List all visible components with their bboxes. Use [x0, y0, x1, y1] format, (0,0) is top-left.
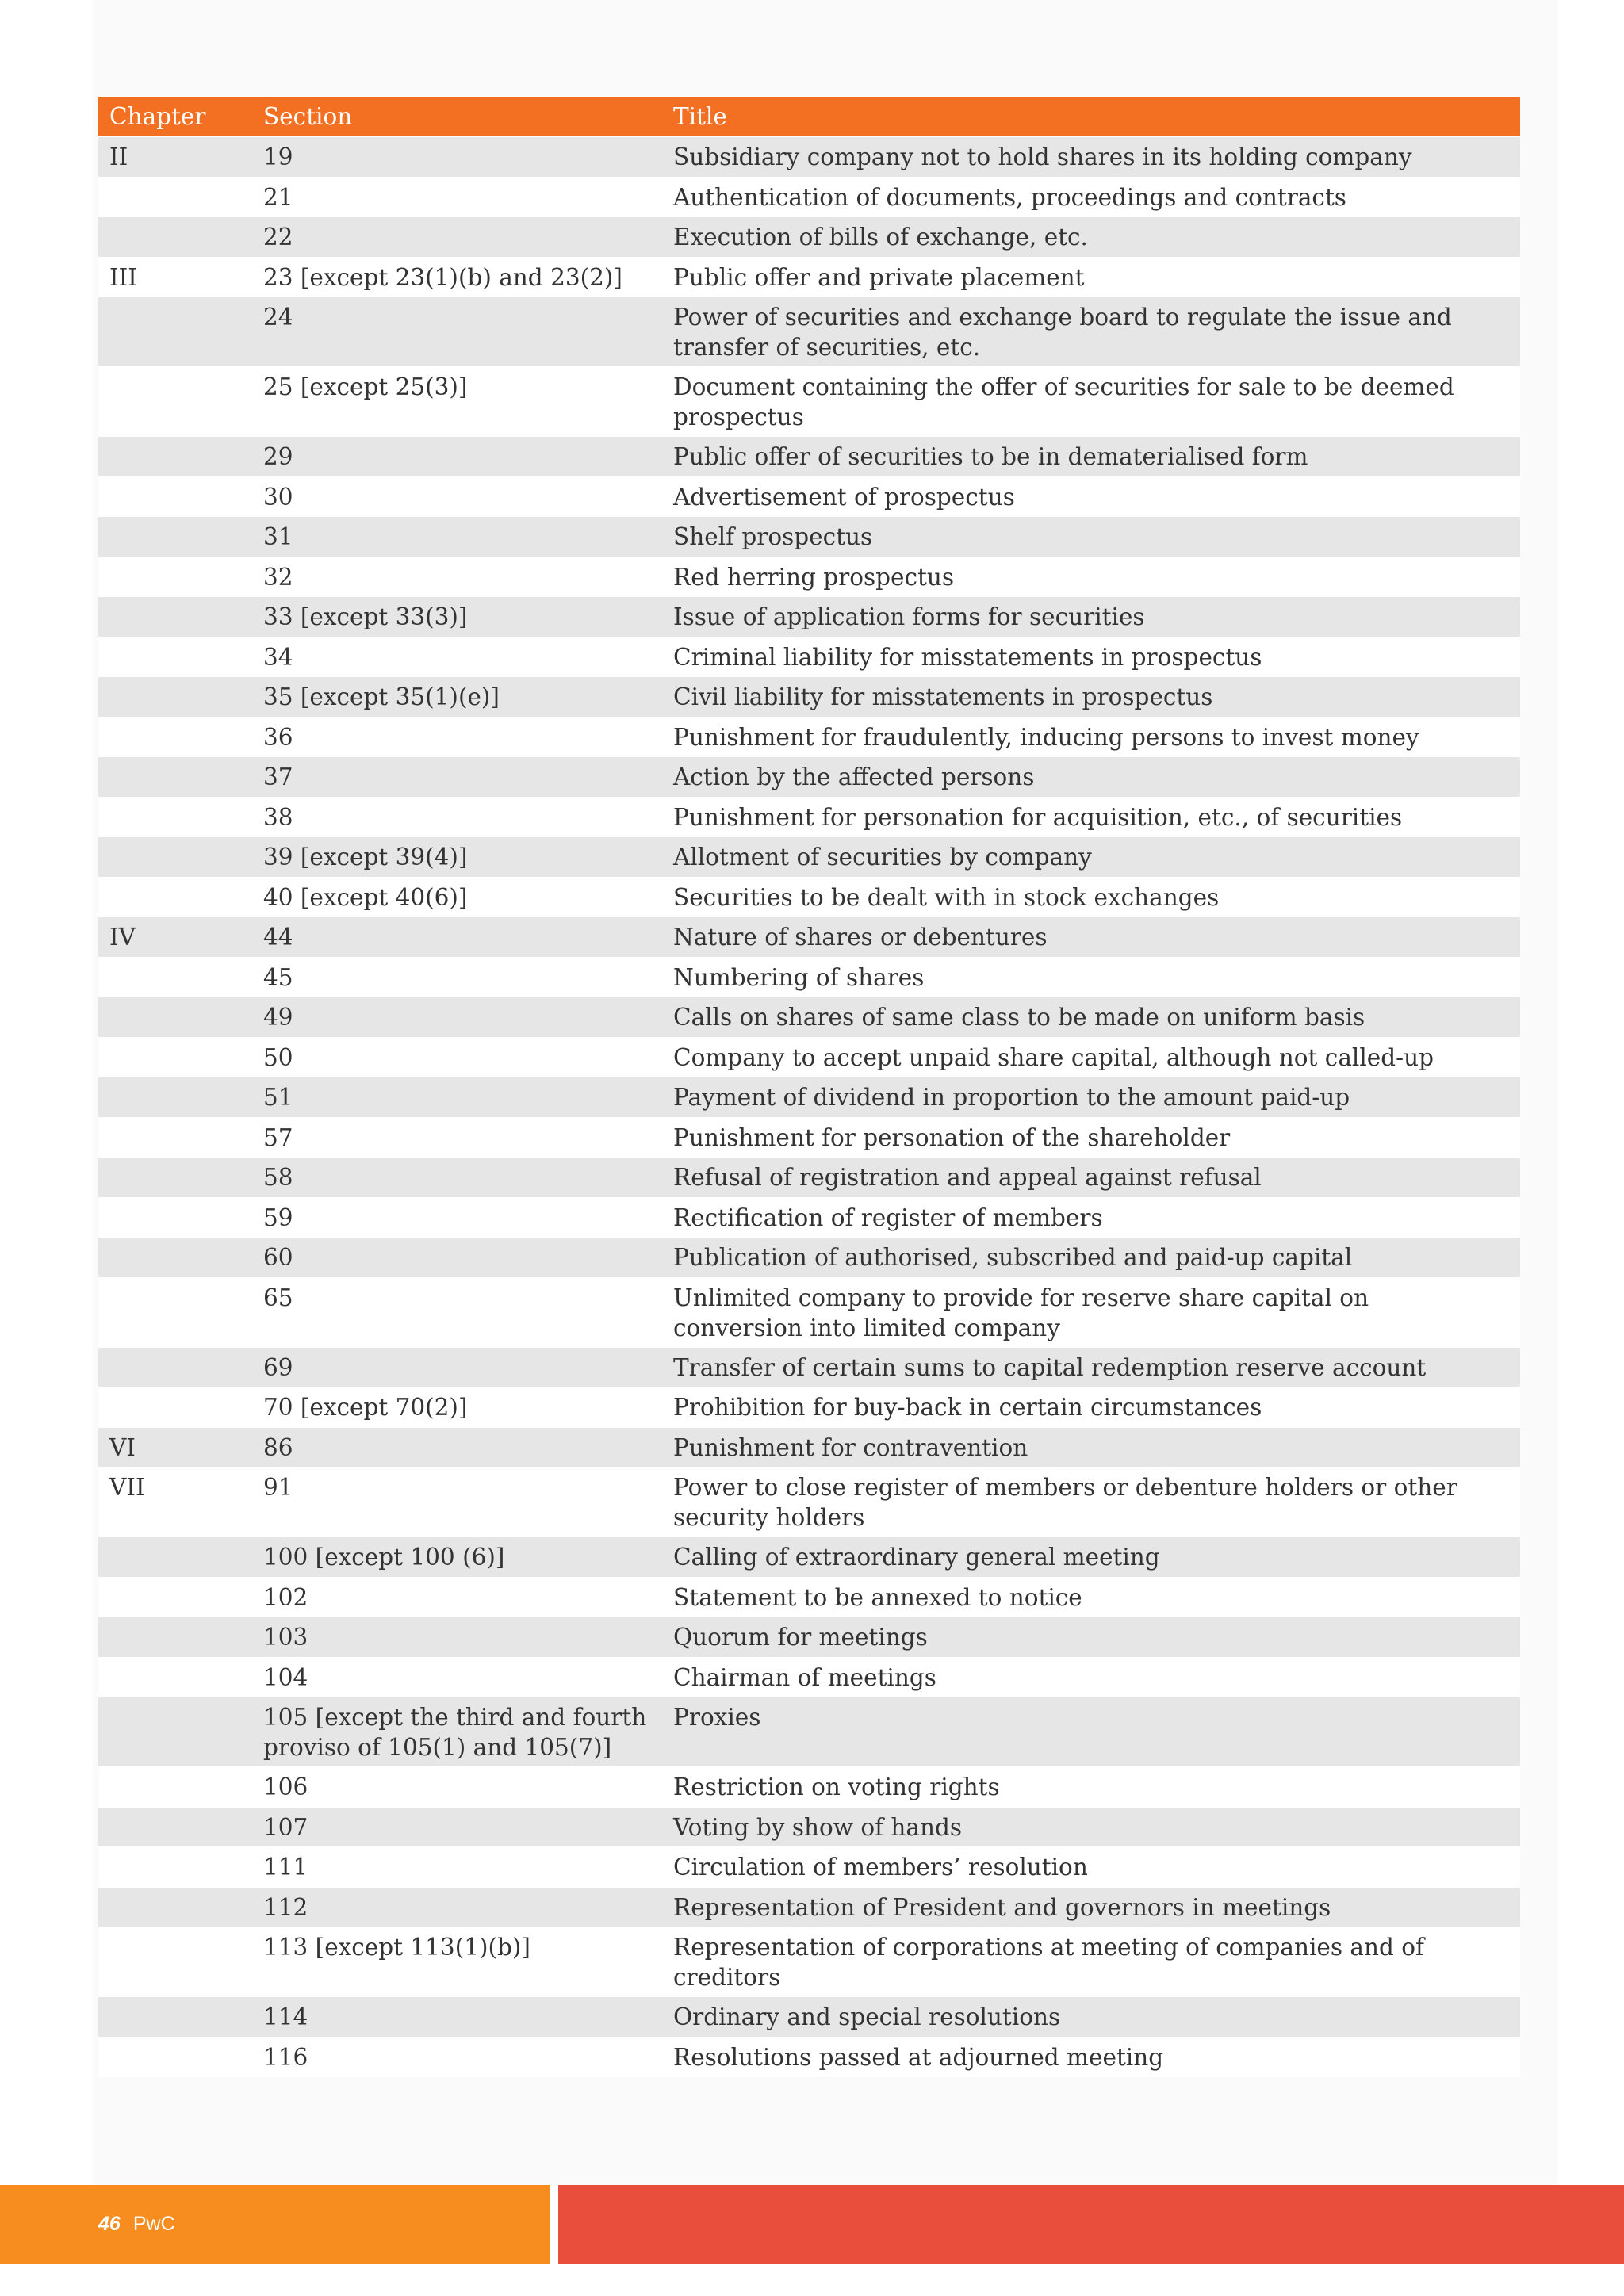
cell-section: 39 [except 39(4)] — [263, 844, 468, 871]
table-row — [98, 1578, 1520, 1618]
table-row — [98, 1767, 1520, 1808]
footer-red-band — [558, 2185, 1624, 2264]
cell-chapter — [98, 642, 263, 673]
cell-title: Authentication of documents, proceedings and contracts — [673, 183, 1346, 211]
cell-chapter: II — [109, 144, 128, 170]
table-row — [98, 1198, 1520, 1238]
table-row — [98, 718, 1520, 758]
cell-chapter — [98, 962, 263, 993]
cell-title: Representation of corporations at meeting of companies and of creditors — [673, 1934, 1424, 1991]
cell-section: 36 — [263, 723, 293, 751]
table-row — [98, 1808, 1520, 1848]
cell-title: Refusal of registration and appeal against refusal — [673, 1164, 1262, 1191]
cell-section: 86 — [263, 1433, 293, 1461]
cell-chapter — [98, 1542, 263, 1573]
table-row — [98, 517, 1520, 557]
cell-title: Numbering of shares — [673, 963, 925, 991]
cell-chapter — [98, 1392, 263, 1423]
table-row — [98, 997, 1520, 1038]
cell-chapter — [98, 1082, 263, 1113]
cell-title: Restriction on voting rights — [673, 1774, 1000, 1800]
cell-title: Unlimited company to provide for reserve share capital on conversion into limited company — [673, 1284, 1369, 1341]
cell-section: 106 — [263, 1774, 308, 1800]
table-row — [98, 258, 1520, 298]
cell-section: 32 — [263, 563, 293, 591]
cell-chapter — [98, 1043, 263, 1073]
cell-title: Ordinary and special resolutions — [673, 2003, 1061, 2030]
cell-chapter — [98, 1772, 263, 1803]
cell-title: Issue of application forms for securities — [673, 603, 1145, 630]
cell-chapter — [98, 882, 263, 913]
cell-chapter: III — [109, 263, 137, 291]
sections-table — [98, 97, 1520, 2077]
table-row — [98, 958, 1520, 998]
cell-title: Action by the affected persons — [673, 763, 1035, 790]
cell-section: 29 — [263, 443, 293, 470]
cell-title: Rectification of register of members — [673, 1203, 1103, 1231]
table-row — [98, 1238, 1520, 1278]
cell-section: 34 — [263, 643, 293, 671]
cell-title: Representation of President and governors in meetings — [673, 1893, 1331, 1921]
cell-section: 50 — [263, 1043, 293, 1071]
cell-title: Punishment for fraudulently, inducing persons to invest money — [673, 723, 1419, 751]
cell-title: Transfer of certain sums to capital redemption reserve account — [673, 1353, 1427, 1381]
brand-name: PwC — [132, 2213, 175, 2235]
cell-chapter: VII — [109, 1474, 145, 1501]
table-row — [98, 1888, 1520, 1928]
table-row — [98, 557, 1520, 598]
table-row — [98, 297, 1520, 367]
cell-section: 59 — [263, 1203, 293, 1231]
cell-title: Shelf prospectus — [673, 523, 873, 550]
cell-title: Criminal liability for misstatements in prospectus — [673, 643, 1262, 671]
cell-title: Allotment of securities by company — [673, 844, 1092, 871]
cell-chapter — [98, 1242, 263, 1273]
cell-title: Civil liability for misstatements in prospectus — [673, 683, 1213, 710]
header-section: Section — [263, 103, 353, 130]
cell-section: 58 — [263, 1164, 293, 1191]
cell-chapter — [98, 1892, 263, 1923]
cell-section: 38 — [263, 803, 293, 831]
cell-section: 57 — [263, 1123, 293, 1151]
cell-chapter — [98, 1622, 263, 1653]
table-row — [98, 1077, 1520, 1118]
cell-chapter — [98, 2002, 263, 2033]
cell-section: 102 — [263, 1583, 308, 1611]
cell-section: 51 — [263, 1084, 293, 1111]
cell-chapter — [98, 482, 263, 513]
table-row — [98, 367, 1520, 437]
cell-section: 21 — [263, 183, 293, 211]
table-row — [98, 1387, 1520, 1428]
cell-title: Advertisement of prospectus — [673, 483, 1015, 511]
cell-title: Voting by show of hands — [673, 1813, 963, 1841]
page-number: 46 — [98, 2213, 121, 2235]
cell-chapter — [98, 602, 263, 633]
cell-title: Public offer and private placement — [673, 263, 1085, 291]
cell-chapter — [98, 722, 263, 753]
table-row — [98, 1617, 1520, 1658]
cell-section: 114 — [263, 2003, 308, 2030]
cell-chapter — [98, 1663, 263, 1693]
cell-section: 35 [except 35(1)(e)] — [263, 683, 500, 710]
cell-chapter — [98, 842, 263, 873]
cell-section: 25 [except 25(3)] — [263, 373, 468, 400]
cell-title: Power to close register of members or debenture holders or other security holders — [673, 1474, 1457, 1531]
cell-chapter — [98, 1582, 263, 1613]
table-body — [98, 137, 1520, 2077]
cell-title: Execution of bills of exchange, etc. — [673, 224, 1088, 251]
cell-section: 60 — [263, 1244, 293, 1271]
cell-title: Calling of extraordinary general meeting — [673, 1544, 1160, 1571]
cell-section: 111 — [263, 1854, 308, 1881]
cell-chapter — [98, 442, 263, 473]
table-row — [98, 1278, 1520, 1348]
cell-section: 30 — [263, 483, 293, 511]
cell-section: 105 [except the third and fourth proviso of 105(1) and 105(7)] — [263, 1704, 647, 1761]
cell-section: 22 — [263, 224, 293, 251]
cell-title: Prohibition for buy-back in certain circumstances — [673, 1394, 1262, 1421]
cell-section: 65 — [263, 1284, 293, 1311]
cell-chapter — [98, 682, 263, 713]
cell-section: 33 [except 33(3)] — [263, 603, 468, 630]
table-row — [98, 178, 1520, 218]
table-row — [98, 477, 1520, 518]
cell-section: 70 [except 70(2)] — [263, 1394, 468, 1421]
cell-title: Punishment for personation of the shareholder — [673, 1123, 1231, 1151]
cell-title: Proxies — [673, 1704, 761, 1731]
table-row — [98, 1697, 1520, 1767]
cell-section: 49 — [263, 1004, 293, 1031]
cell-section: 91 — [263, 1474, 293, 1501]
cell-section: 44 — [263, 924, 293, 951]
table-row — [98, 1537, 1520, 1578]
cell-title: Nature of shares or debentures — [673, 924, 1048, 951]
table-row — [98, 1997, 1520, 2038]
cell-section: 40 [except 40(6)] — [263, 883, 468, 911]
cell-title: Power of securities and exchange board to regulate the issue and transfer of securities, etc. — [673, 304, 1452, 361]
table-header-row — [98, 97, 1520, 137]
cell-section: 69 — [263, 1353, 293, 1381]
cell-title: Publication of authorised, subscribed and paid-up capital — [673, 1244, 1353, 1271]
table-row — [98, 757, 1520, 798]
cell-title: Circulation of members’ resolution — [673, 1854, 1088, 1881]
cell-chapter — [98, 522, 263, 553]
cell-chapter: IV — [109, 924, 136, 951]
cell-title: Calls on shares of same class to be made on uniform basis — [673, 1004, 1365, 1031]
cell-title: Quorum for meetings — [673, 1624, 928, 1651]
cell-chapter — [98, 302, 263, 362]
cell-title: Red herring prospectus — [673, 563, 955, 591]
table-row — [98, 798, 1520, 838]
cell-title: Securities to be dealt with in stock exchanges — [673, 883, 1220, 911]
cell-title: Subsidiary company not to hold shares in its holding company — [673, 144, 1412, 170]
cell-section: 100 [except 100 (6)] — [263, 1544, 505, 1571]
table-row — [98, 637, 1520, 678]
table-row — [98, 2038, 1520, 2078]
cell-chapter — [98, 1932, 263, 1992]
header-title: Title — [673, 103, 727, 130]
table-row — [98, 437, 1520, 477]
cell-section: 45 — [263, 963, 293, 991]
cell-chapter — [98, 372, 263, 432]
footer-label — [98, 2212, 175, 2236]
cell-section: 31 — [263, 523, 293, 550]
cell-chapter — [98, 762, 263, 793]
cell-title: Resolutions passed at adjourned meeting — [673, 2043, 1164, 2071]
header-chapter: Chapter — [109, 103, 206, 130]
cell-section: 107 — [263, 1813, 308, 1841]
cell-chapter — [98, 1203, 263, 1234]
cell-chapter: VI — [109, 1433, 136, 1461]
cell-chapter — [98, 802, 263, 833]
cell-title: Punishment for contravention — [673, 1433, 1028, 1461]
cell-chapter — [98, 1852, 263, 1883]
cell-chapter — [98, 1812, 263, 1843]
cell-title: Statement to be annexed to notice — [673, 1583, 1082, 1611]
cell-section: 104 — [263, 1663, 308, 1691]
cell-chapter — [98, 1353, 263, 1383]
cell-title: Company to accept unpaid share capital, although not called-up — [673, 1043, 1434, 1071]
cell-chapter — [98, 1123, 263, 1154]
cell-section: 23 [except 23(1)(b) and 23(2)] — [263, 263, 622, 291]
cell-section: 19 — [263, 144, 293, 170]
cell-section: 37 — [263, 763, 293, 790]
cell-chapter — [98, 1702, 263, 1762]
table-row — [98, 1927, 1520, 1997]
table-row — [98, 217, 1520, 258]
table-row — [98, 1428, 1520, 1468]
cell-chapter — [98, 1283, 263, 1343]
table-row — [98, 878, 1520, 918]
cell-title: Public offer of securities to be in dematerialised form — [673, 443, 1308, 470]
table-row — [98, 1348, 1520, 1388]
cell-chapter — [98, 2042, 263, 2073]
cell-title: Chairman of meetings — [673, 1663, 936, 1691]
cell-section: 103 — [263, 1624, 308, 1651]
cell-section: 24 — [263, 304, 293, 331]
cell-section: 113 [except 113(1)(b)] — [263, 1934, 530, 1961]
table-row — [98, 1118, 1520, 1158]
cell-title: Punishment for personation for acquisition, etc., of securities — [673, 803, 1403, 831]
table-row — [98, 1468, 1520, 1537]
table-row — [98, 1658, 1520, 1698]
cell-chapter — [98, 182, 263, 213]
cell-chapter — [98, 1162, 263, 1193]
table-row — [98, 837, 1520, 878]
cell-chapter — [98, 222, 263, 253]
table-row — [98, 917, 1520, 958]
cell-title: Document containing the offer of securities for sale to be deemed prospectus — [673, 373, 1454, 430]
cell-chapter — [98, 562, 263, 593]
cell-title: Payment of dividend in proportion to the amount paid-up — [673, 1084, 1350, 1111]
table-row — [98, 137, 1520, 178]
footer-orange-band — [0, 2185, 550, 2264]
table-row — [98, 597, 1520, 637]
cell-section: 112 — [263, 1893, 308, 1921]
cell-chapter — [98, 1002, 263, 1033]
table-row — [98, 1847, 1520, 1888]
table-row — [98, 1038, 1520, 1078]
cell-section: 116 — [263, 2043, 308, 2071]
table-row — [98, 677, 1520, 718]
table-row — [98, 1158, 1520, 1198]
